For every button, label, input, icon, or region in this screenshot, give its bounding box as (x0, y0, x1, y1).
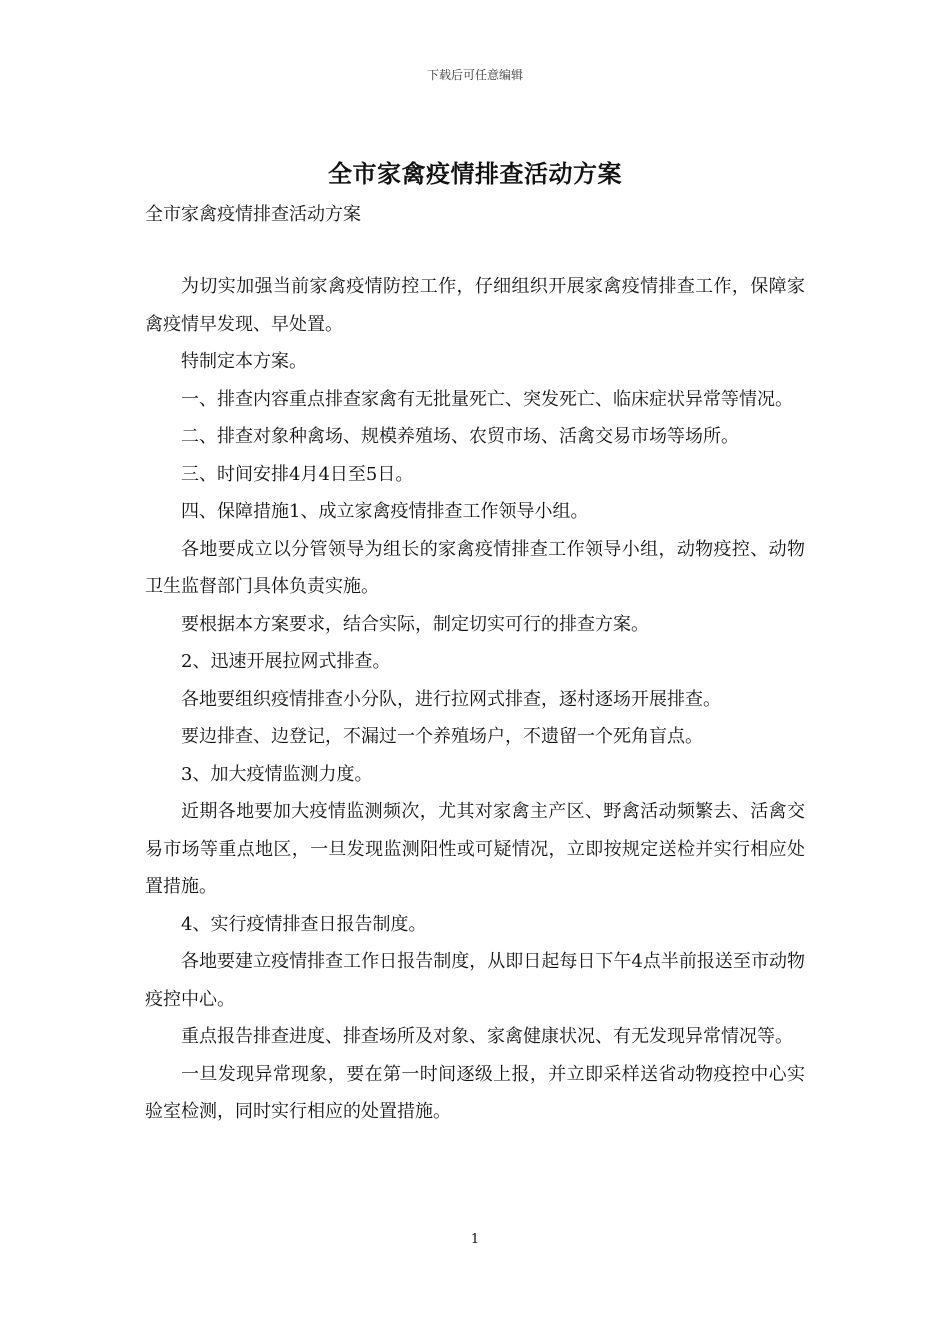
paragraph: 要根据本方案要求，结合实际，制定切实可行的排查方案。 (181, 613, 649, 635)
paragraph: 要边排查、边登记，不漏过一个养殖场户，不遗留一个死角盲点。 (181, 726, 703, 747)
paragraph: 特制定本方案。 (181, 351, 307, 372)
document-title: 全市家禽疫情排查活动方案 (328, 159, 622, 188)
paragraph: 3、加大疫情监测力度。 (181, 763, 373, 785)
paragraph: 为切实加强当前家禽疫情防控工作，仔细组织开展家禽疫情排查工作，保障家禽疫情早发现、早处置。 (145, 276, 805, 335)
paragraph: 2、迅速开展拉网式排查。 (181, 651, 391, 672)
document-body (145, 268, 805, 1131)
paragraph: 一旦发现异常现象，要在第一时间逐级上报，并立即采样送省动物疫控中心实验室检测，同时实行相应的处置措施。 (145, 1063, 805, 1122)
page-number: 1 (470, 1232, 480, 1247)
paragraph: 各地要建立疫情排查工作日报告制度，从即日起每日下午4点半前报送至市动物疫控中心。 (145, 951, 805, 1010)
paragraph: 一、排查内容重点排查家禽有无批量死亡、突发死亡、临床症状异常等情况。 (181, 388, 793, 410)
paragraph: 四、保障措施1、成立家禽疫情排查工作领导小组。 (181, 501, 589, 522)
document-subtitle: 全市家禽疫情排查活动方案 (145, 204, 361, 225)
page-header-note: 下载后可任意编辑 (426, 68, 523, 82)
paragraph: 重点报告排查进度、排查场所及对象、家禽健康状况、有无发现异常情况等。 (181, 1026, 793, 1047)
paragraph: 三、时间安排4月4日至5日。 (181, 463, 414, 485)
paragraph: 各地要成立以分管领导为组长的家禽疫情排查工作领导小组，动物疫控、动物卫生监督部门具体负责实施。 (145, 538, 805, 597)
paragraph: 近期各地要加大疫情监测频次，尤其对家禽主产区、野禽活动频繁去、活禽交易市场等重点地区，一旦发现监测阳性或可疑情况，立即按规定送检并实行相应处置措施。 (145, 801, 805, 897)
paragraph: 4、实行疫情排查日报告制度。 (181, 913, 427, 935)
paragraph: 各地要组织疫情排查小分队，进行拉网式排查，逐村逐场开展排查。 (181, 688, 721, 710)
paragraph: 二、排查对象种禽场、规模养殖场、农贸市场、活禽交易市场等场所。 (181, 426, 739, 447)
